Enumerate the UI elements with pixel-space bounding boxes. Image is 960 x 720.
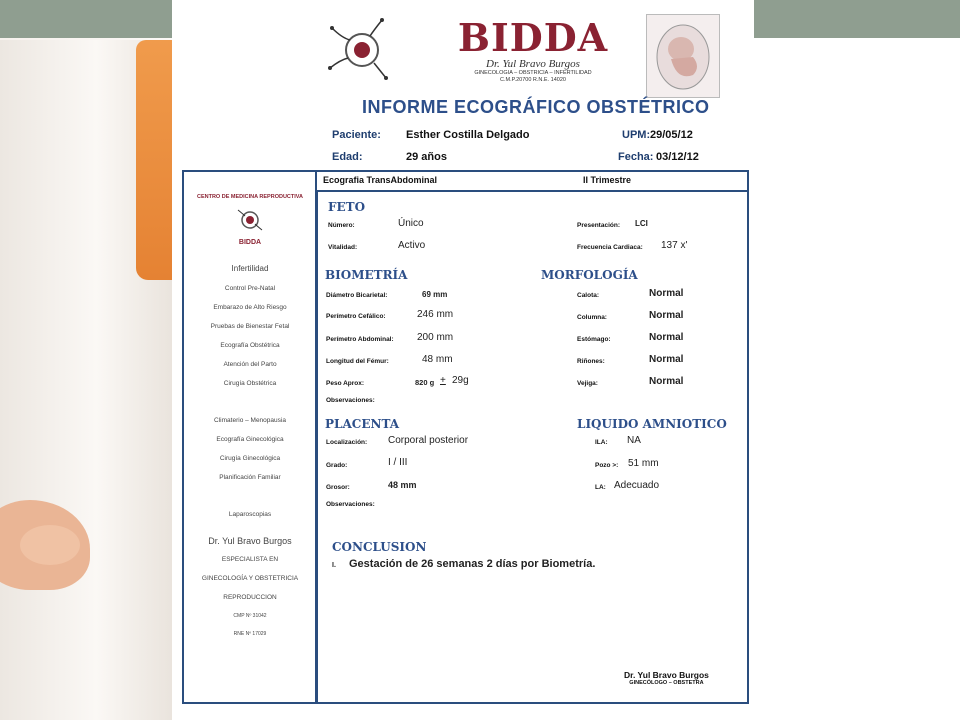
service-item: Embarazo de Alto Riesgo xyxy=(213,304,287,311)
grado-label: Grado: xyxy=(326,462,348,469)
fetus-illustration-icon xyxy=(646,14,720,98)
signature-name: Dr. Yul Bravo Burgos xyxy=(624,670,709,680)
biometria-obs-label: Observaciones: xyxy=(326,397,375,404)
localizacion-value: Corporal posterior xyxy=(388,435,469,446)
grosor-value: 48 mm xyxy=(388,480,417,490)
age-value: 29 años xyxy=(406,151,447,163)
mini-logo-icon xyxy=(235,206,265,234)
vejiga-value: Normal xyxy=(649,376,684,387)
peso-label: Peso Aprox: xyxy=(326,380,365,387)
numero-value: Único xyxy=(398,218,424,229)
vejiga-label: Vejiga: xyxy=(577,380,598,387)
calota-value: Normal xyxy=(649,288,684,299)
service-item: Cirugía Obstétrica xyxy=(223,380,277,387)
presentacion-value: LCI xyxy=(635,219,648,228)
service-item: Pruebas de Bienestar Fetal xyxy=(210,323,290,330)
report-document xyxy=(172,0,754,720)
service-item: Atención del Parto xyxy=(223,361,277,368)
exam-type: Ecografia TransAbdominal xyxy=(323,175,438,185)
dbp-label: Diámetro Bicarietal: xyxy=(326,292,388,299)
peso-plusminus: + xyxy=(440,375,446,386)
service-item: Cirugía Ginecológica xyxy=(219,455,281,462)
service-item: Ecografía Ginecológica xyxy=(216,436,284,443)
conclusion-title: CONCLUSION xyxy=(332,540,427,554)
feto-title: FETO xyxy=(328,200,366,214)
sidebar-specialty: GINECOLOGÍA Y OBSTETRICIA xyxy=(201,575,299,582)
calota-label: Calota: xyxy=(577,292,600,299)
la-value: Adecuado xyxy=(614,480,660,491)
fc-label: Frecuencia Cardiaca: xyxy=(577,244,643,251)
lf-value: 48 mm xyxy=(422,354,453,365)
pa-label: Perímetro Abdominal: xyxy=(326,336,394,343)
rinones-label: Riñones: xyxy=(577,358,605,365)
pc-label: Perímetro Cefálico: xyxy=(326,313,386,320)
service-item: Control Pre-Natal xyxy=(224,285,276,292)
estomago-label: Estómago: xyxy=(577,336,611,343)
service-item: Laparoscopias xyxy=(228,511,272,518)
orange-tie xyxy=(136,40,174,280)
age-label: Edad: xyxy=(332,151,363,163)
exam-trimester: II Trimestre xyxy=(583,175,632,185)
pozo-value: 51 mm xyxy=(628,458,659,469)
biometria-title: BIOMETRÍA xyxy=(325,268,408,282)
right-background xyxy=(754,38,960,720)
la-label: LA: xyxy=(595,484,606,491)
sidebar-reproduction: REPRODUCCION xyxy=(223,594,277,601)
dbp-value: 69 mm xyxy=(422,290,448,299)
slide-top-band-left xyxy=(0,0,172,38)
sidebar-rne: RNE Nº 17029 xyxy=(233,631,267,637)
ila-value: NA xyxy=(627,435,641,446)
signature-block xyxy=(624,670,709,686)
estomago-value: Normal xyxy=(649,332,684,343)
brand-specialty: GINECOLOGIA – OBSTRICIA – INFERTILIDAD xyxy=(474,70,592,76)
brand-name: BIDDA xyxy=(457,15,609,60)
patient-name: Esther Costilla Delgado xyxy=(406,129,530,141)
columna-value: Normal xyxy=(649,310,684,321)
exam-header-bar xyxy=(315,170,749,192)
rinones-value: Normal xyxy=(649,354,684,365)
service-item: Ecografía Obstétrica xyxy=(220,342,280,349)
lf-label: Longitud del Fémur: xyxy=(326,358,389,365)
brand-registry: C.M.P.20700 R.N.E. 14020 xyxy=(500,77,566,83)
report-title: INFORME ECOGRÁFICO OBSTÉTRICO xyxy=(362,97,710,117)
conclusion-text: Gestación de 26 semanas 2 días por Biometría. xyxy=(349,558,596,570)
ila-label: ILA: xyxy=(595,439,608,446)
lmp-value: 29/05/12 xyxy=(650,129,693,141)
vitalidad-value: Activo xyxy=(398,240,426,251)
date-value: 03/12/12 xyxy=(656,151,699,163)
placenta-title: PLACENTA xyxy=(325,417,400,431)
presentacion-label: Presentación: xyxy=(577,222,620,229)
signature-role: GINECÓLOGO – OBSTETRA xyxy=(629,680,704,686)
grado-value: I / III xyxy=(388,457,408,468)
fc-value: 137 x' xyxy=(661,240,688,251)
grosor-label: Grosor: xyxy=(326,484,350,491)
pozo-label: Pozo >: xyxy=(595,462,619,469)
pc-value: 246 mm xyxy=(417,309,454,320)
sperm-egg-logo-icon xyxy=(322,8,392,88)
hand-image-highlight xyxy=(20,525,80,565)
sidebar-cmp: CMP Nº 31042 xyxy=(233,613,267,619)
vitalidad-label: Vitalidad: xyxy=(328,244,358,251)
numero-label: Número: xyxy=(328,222,355,229)
services-sidebar xyxy=(182,170,318,704)
patient-label: Paciente: xyxy=(332,129,381,141)
service-item: Climaterio – Menopausia xyxy=(214,417,286,424)
columna-label: Columna: xyxy=(577,314,607,321)
slide-top-band-right xyxy=(754,0,960,38)
sidebar-doctor: Dr. Yul Bravo Burgos xyxy=(208,536,292,546)
conclusion-number: I. xyxy=(332,562,336,569)
sidebar-center-title: CENTRO DE MEDICINA REPRODUCTIVA xyxy=(196,194,304,200)
sidebar-brand: BIDDA xyxy=(238,239,262,246)
peso-error: 29g xyxy=(452,375,469,386)
brand-block xyxy=(448,15,618,84)
lmp-label: UPM: xyxy=(622,129,651,141)
date-label: Fecha: xyxy=(618,151,654,163)
liquido-title: LIQUIDO AMNIOTICO xyxy=(577,417,727,431)
service-item: Infertilidad xyxy=(231,264,269,273)
pa-value: 200 mm xyxy=(417,332,454,343)
service-item: Planificación Familiar xyxy=(219,474,281,481)
localizacion-label: Localización: xyxy=(326,439,368,446)
peso-value: 820 g xyxy=(415,378,435,387)
brand-doctor: Dr. Yul Bravo Burgos xyxy=(486,58,580,70)
morfologia-title: MORFOLOGÍA xyxy=(541,268,638,282)
placenta-obs-label: Observaciones: xyxy=(326,501,375,508)
sidebar-specialist: ESPECIALISTA EN xyxy=(221,556,279,563)
